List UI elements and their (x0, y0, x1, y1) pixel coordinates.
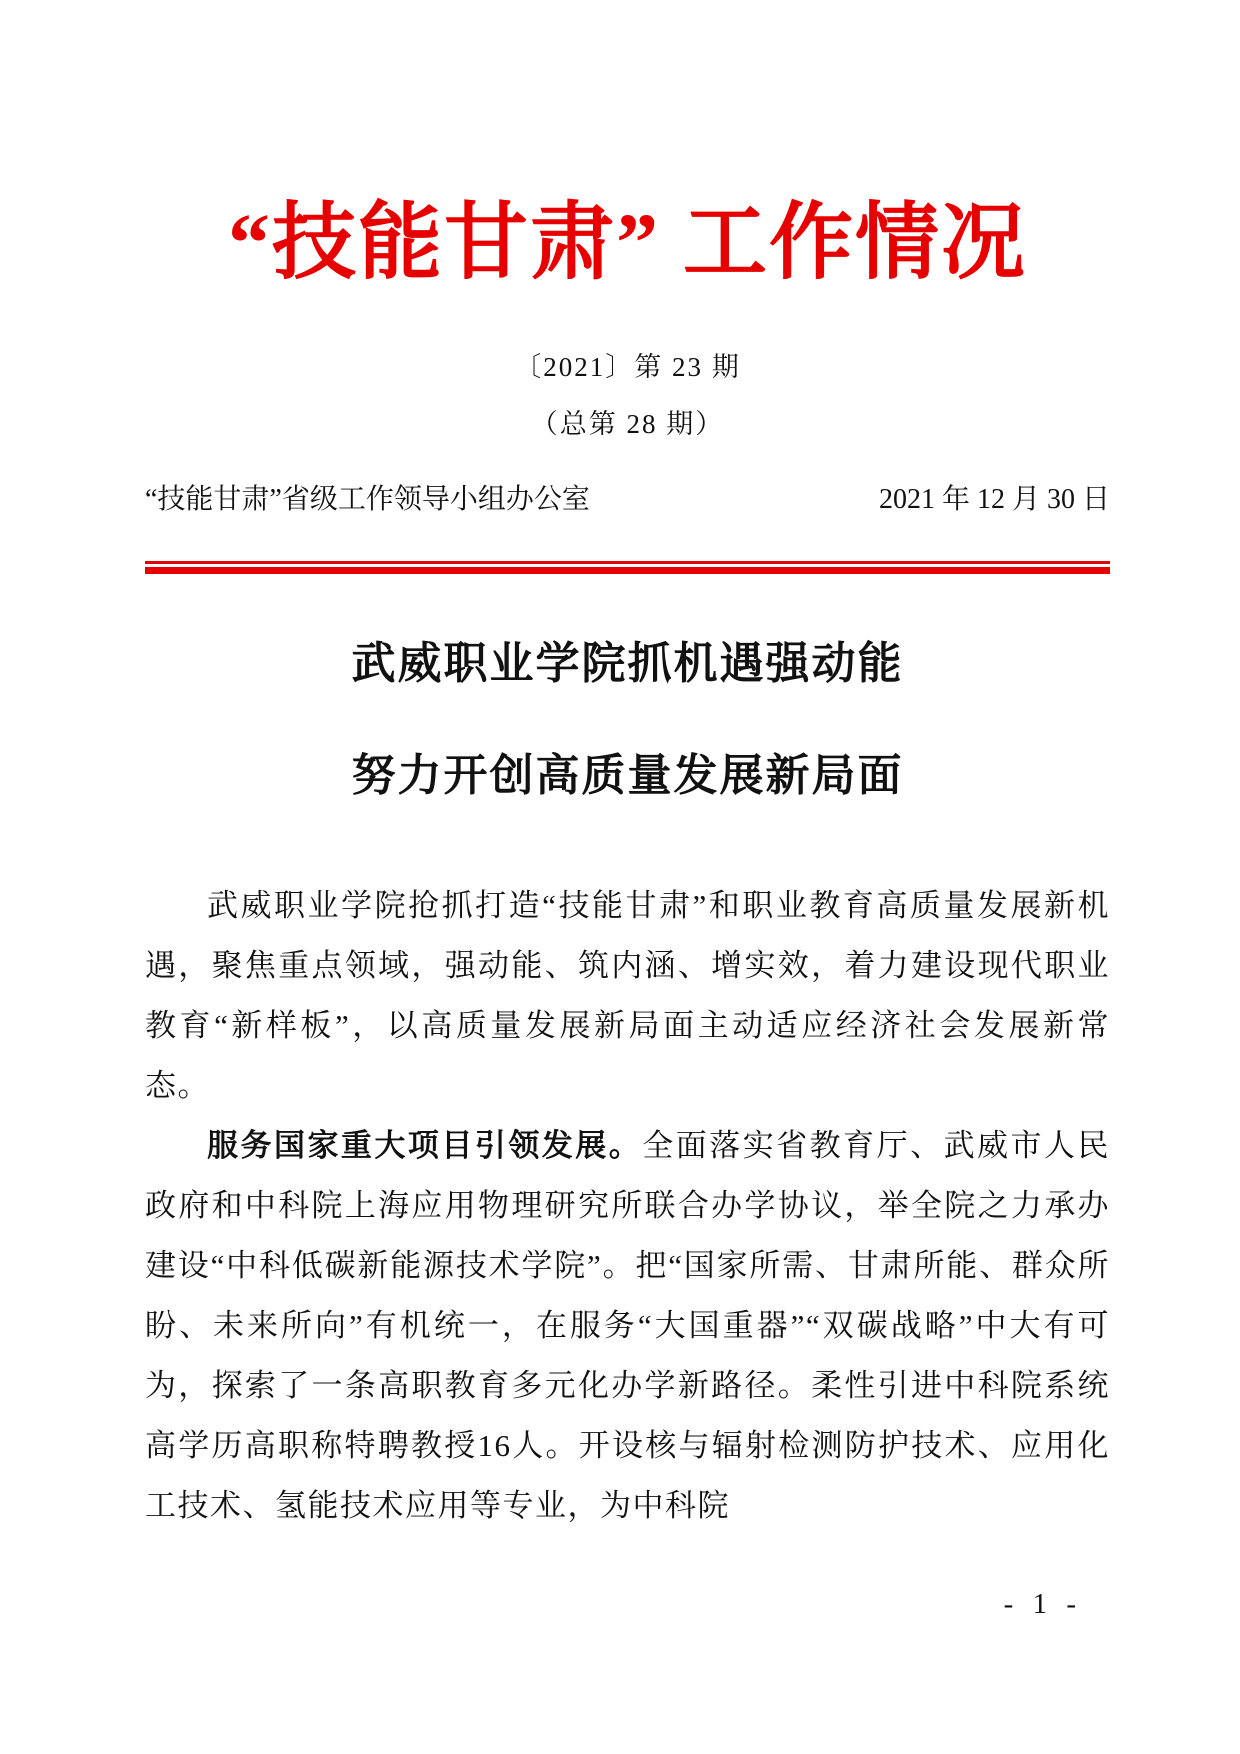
divider-thick-line (145, 567, 1110, 574)
paragraph (145, 876, 1110, 1116)
article-title-line-2: 努力开创高质量发展新局面 (351, 750, 904, 800)
divider-thin-line (145, 561, 1110, 564)
article-title (145, 608, 1110, 832)
masthead-divider (145, 561, 1110, 574)
article-title-line-1: 武威职业学院抓机遇强动能 (351, 638, 904, 688)
issue-date: 2021 年 12 月 30 日 (878, 483, 1110, 515)
masthead-title: “技能甘肃” 工作情况 (227, 197, 1027, 290)
article-body (145, 876, 1110, 1536)
issuing-office: “技能甘肃”省级工作领导小组办公室 (145, 483, 590, 515)
article (145, 608, 1110, 1536)
paragraph-text: 全面落实省教育厅、武威市人民政府和中科院上海应用物理研究所联合办学协议，举全院之力承办建设“中科低碳新能源技术学院”。把“国家所需、甘肃所能、群众所盼、未来所向”有机统一，在服务“大国重器”“双碳战略”中大有可为，探索了一条高职教育多元化办学新路径。柔性引进中科院系统高学历高职称特聘教授16人。开设核与辐射检测防护技术、应用化工技术、氢能技术应用等专业，为中科院 (145, 1127, 1110, 1523)
paragraph-lead: 服务国家重大项目引领发展。 (207, 1127, 643, 1163)
paragraph (145, 1116, 1110, 1536)
masthead (145, 0, 1110, 574)
paragraph-text: 武威职业学院抢抓打造“技能甘肃”和职业教育高质量发展新机遇，聚焦重点领域，强动能、筑内涵、增实效，着力建设现代职业教育“新样板”，以高质量发展新局面主动适应经济社会发展新常态。 (145, 887, 1110, 1103)
issue-number: 〔2021〕第 23 期 (514, 351, 741, 382)
issuer-row (145, 477, 1110, 517)
page-number: - 1 - (1003, 1588, 1082, 1620)
issue-total-number: （总第 28 期） (530, 408, 725, 439)
